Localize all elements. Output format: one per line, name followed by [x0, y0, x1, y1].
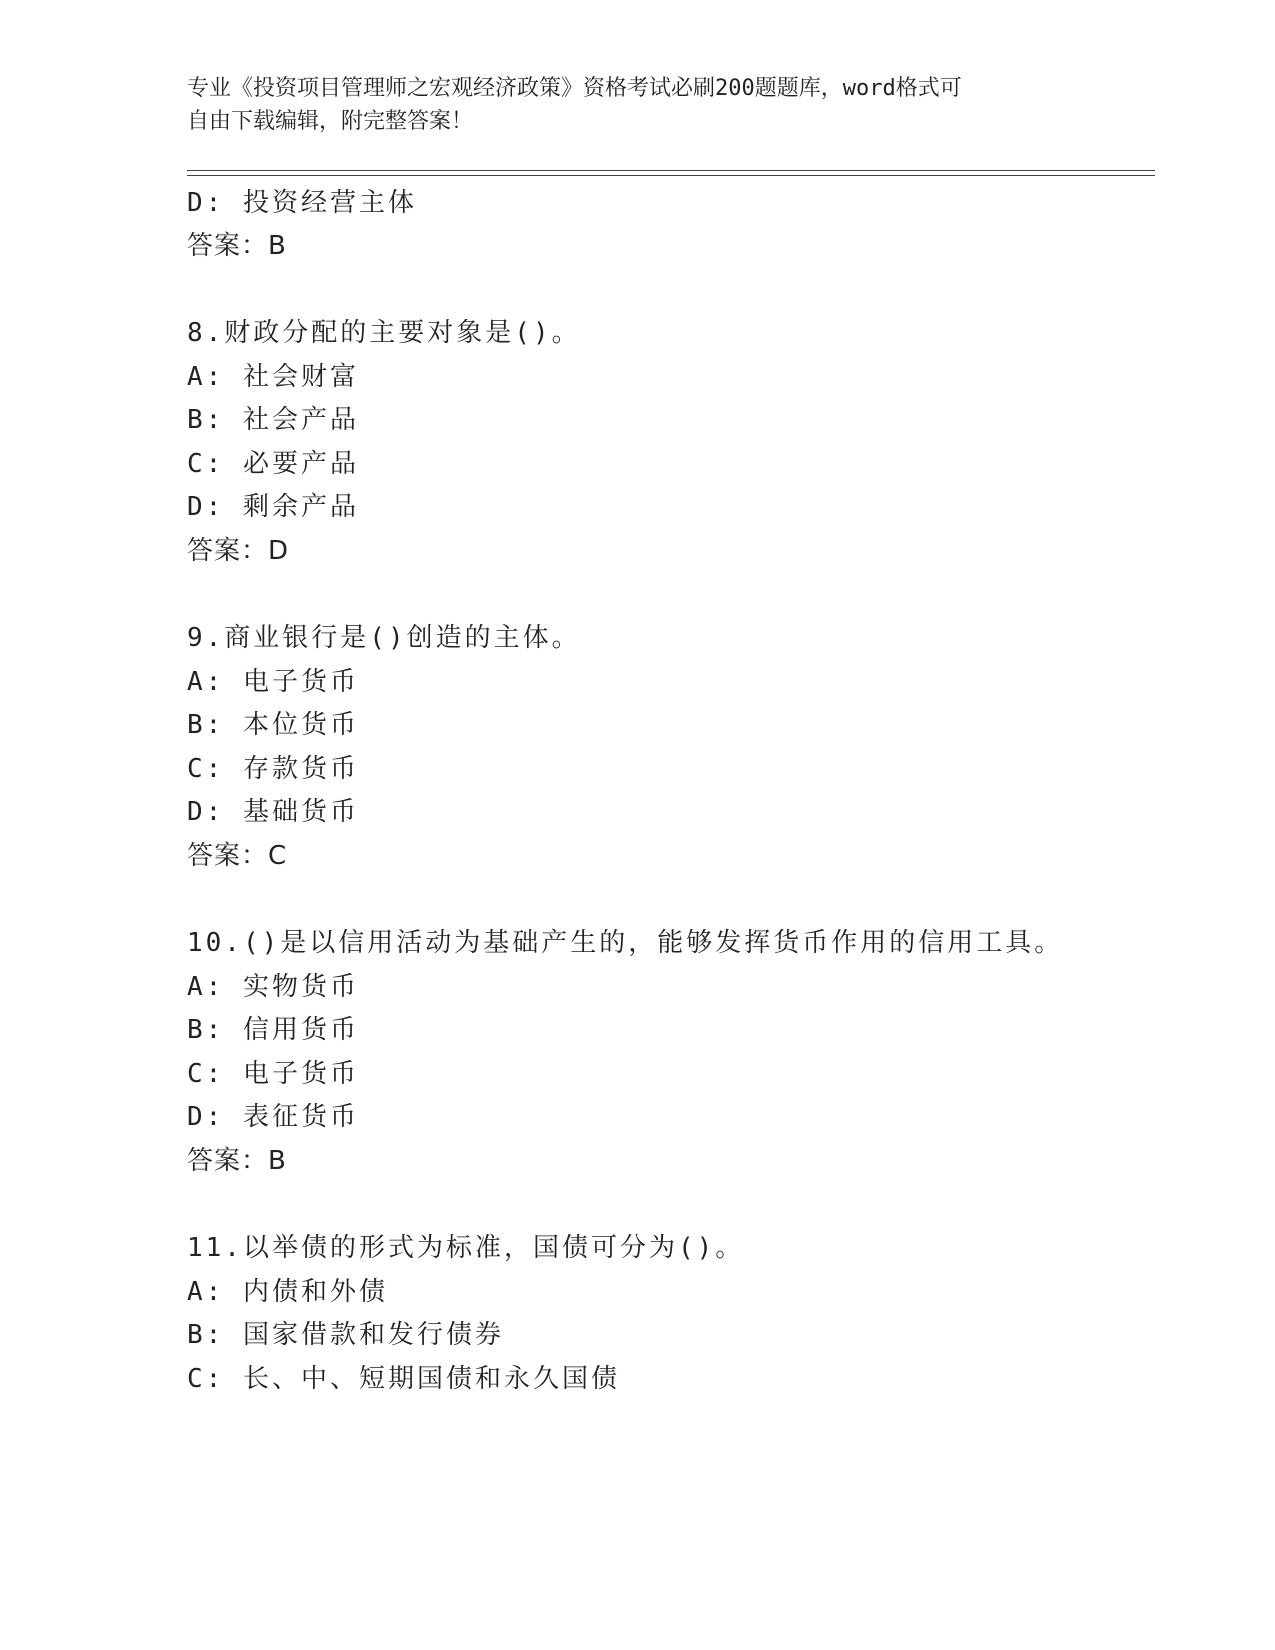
q11-stem: 11.以举债的形式为标准，国债可分为()。	[187, 1233, 745, 1263]
q9-stem: 9.商业银行是()创造的主体。	[187, 623, 581, 653]
q9-option-a: A: 电子货币	[187, 667, 359, 697]
header-line-1: 专业《投资项目管理师之宏观经济政策》资格考试必刷200题题库，word格式可	[187, 76, 962, 101]
q10-stem: 10.()是以信用活动为基础产生的，能够发挥货币作用的信用工具。	[187, 928, 1064, 958]
q9-answer: 答案：C	[187, 841, 288, 871]
q10-answer: 答案：B	[187, 1146, 287, 1176]
header-rule-bottom	[187, 175, 1155, 176]
q11-option-a: A: 内债和外债	[187, 1277, 388, 1307]
q10-option-c: C: 电子货币	[187, 1059, 359, 1089]
prev-answer: 答案：B	[187, 231, 287, 261]
q10-option-a: A: 实物货币	[187, 972, 359, 1002]
document-header	[187, 72, 1087, 138]
prev-option-d: D: 投资经营主体	[187, 188, 417, 218]
q8-option-a: A: 社会财富	[187, 362, 359, 392]
q8-answer: 答案：D	[187, 536, 290, 566]
q9-option-c: C: 存款货币	[187, 754, 359, 784]
q11-option-c: C: 长、中、短期国债和永久国债	[187, 1364, 620, 1394]
q10-option-b: B: 信用货币	[187, 1015, 359, 1045]
q9-option-d: D: 基础货币	[187, 797, 359, 827]
q8-option-c: C: 必要产品	[187, 449, 359, 479]
q8-option-d: D: 剩余产品	[187, 492, 359, 522]
q9-option-b: B: 本位货币	[187, 710, 359, 740]
q11-option-b: B: 国家借款和发行债券	[187, 1320, 504, 1350]
q10-option-d: D: 表征货币	[187, 1102, 359, 1132]
header-rule-top	[187, 170, 1155, 171]
q8-stem: 8.财政分配的主要对象是()。	[187, 318, 581, 348]
header-line-2: 自由下载编辑，附完整答案！	[187, 109, 474, 134]
q8-option-b: B: 社会产品	[187, 405, 359, 435]
